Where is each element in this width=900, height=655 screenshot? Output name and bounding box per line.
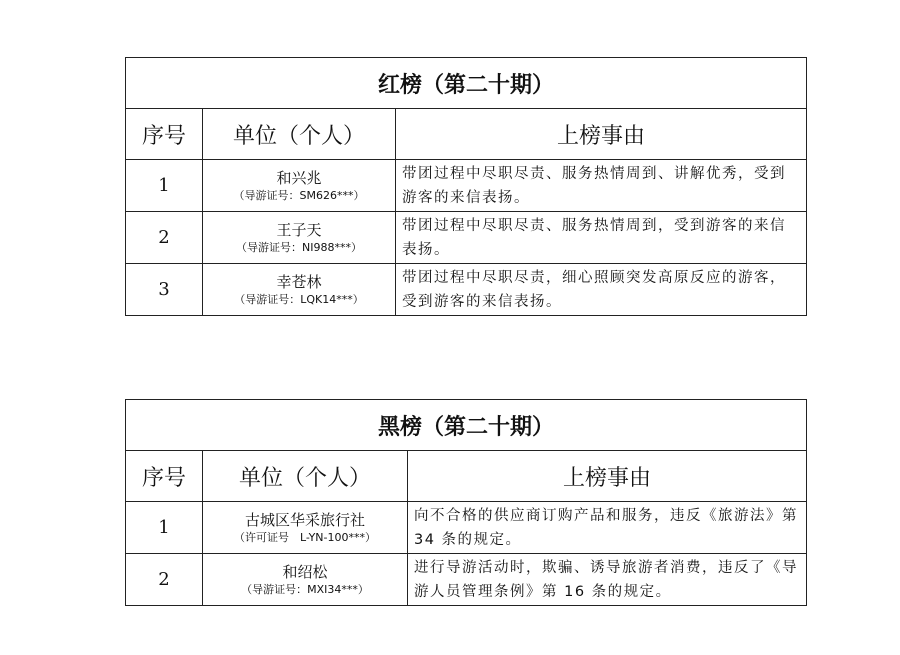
table-row bbox=[126, 160, 807, 212]
reason: 向不合格的供应商订购产品和服务，违反《旅游法》第 34 条的规定。 bbox=[408, 502, 807, 554]
header-reason: 上榜事由 bbox=[396, 109, 807, 160]
license-number: （导游证号：MXI34***） bbox=[241, 582, 369, 596]
black-list-table bbox=[125, 399, 807, 606]
reason: 进行导游活动时，欺骗、诱导旅游者消费，违反了《导游人员管理条例》第 16 条的规定。 bbox=[408, 554, 807, 606]
header-unit: 单位（个人） bbox=[203, 109, 396, 160]
row-index: 2 bbox=[126, 554, 203, 606]
row-index: 1 bbox=[126, 502, 203, 554]
header-index: 序号 bbox=[126, 109, 203, 160]
header-index: 序号 bbox=[126, 451, 203, 502]
reason: 带团过程中尽职尽责、服务热情周到，受到游客的来信表扬。 bbox=[396, 212, 807, 264]
row-index: 2 bbox=[126, 212, 203, 264]
person-name: 幸苍林 bbox=[276, 272, 322, 291]
license-number: （导游证号：LQK14***） bbox=[234, 292, 364, 306]
table-row bbox=[126, 264, 807, 316]
red-list-table bbox=[125, 57, 807, 316]
table-row bbox=[126, 554, 807, 606]
person-name: 和兴兆 bbox=[276, 168, 322, 187]
unit-name: 古城区华采旅行社 bbox=[244, 510, 365, 529]
black-list-title: 黑榜（第二十期） bbox=[126, 400, 807, 451]
license-number: （导游证号：NI988***） bbox=[236, 240, 362, 254]
license-number: （导游证号：SM626***） bbox=[233, 188, 365, 202]
table-row bbox=[126, 212, 807, 264]
person-name: 和绍松 bbox=[282, 562, 328, 581]
row-index: 3 bbox=[126, 264, 203, 316]
license-number: （许可证号 L-YN-100***） bbox=[233, 530, 376, 544]
header-reason: 上榜事由 bbox=[408, 451, 807, 502]
red-list-title: 红榜（第二十期） bbox=[126, 58, 807, 109]
reason: 带团过程中尽职尽责、服务热情周到、讲解优秀，受到游客的来信表扬。 bbox=[396, 160, 807, 212]
header-unit: 单位（个人） bbox=[203, 451, 408, 502]
table-row bbox=[126, 502, 807, 554]
reason: 带团过程中尽职尽责，细心照顾突发高原反应的游客，受到游客的来信表扬。 bbox=[396, 264, 807, 316]
person-name: 王子天 bbox=[276, 220, 322, 239]
row-index: 1 bbox=[126, 160, 203, 212]
